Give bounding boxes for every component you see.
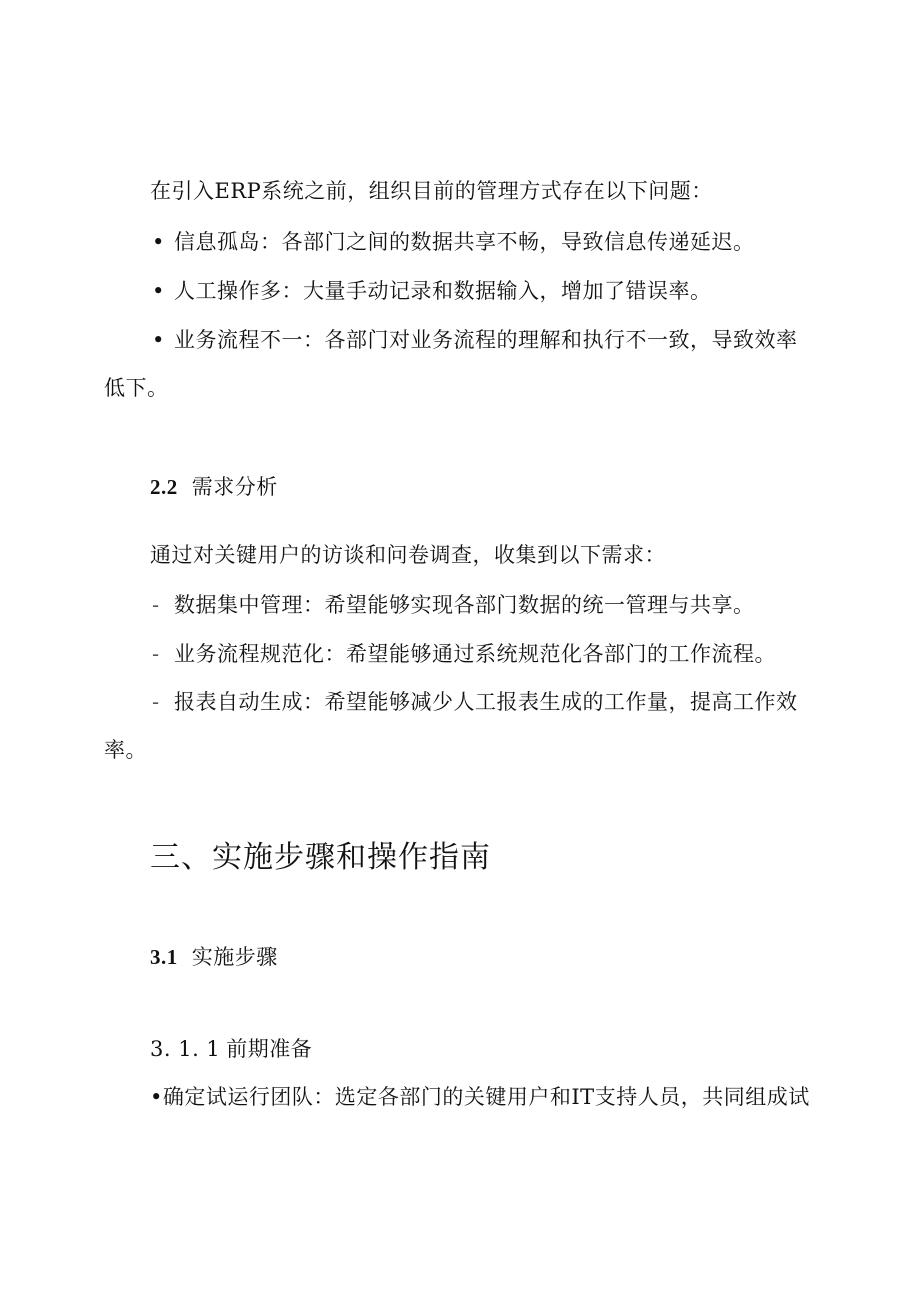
section-title: 实施步骤 [191, 945, 278, 969]
bullet-icon: • [152, 328, 165, 352]
list-item-text: 数据集中管理：希望能够实现各部门数据的统一管理与共享。 [174, 593, 755, 617]
list-item [152, 591, 755, 619]
list-item-text: 信息孤岛：各部门之间的数据共享不畅，导致信息传递延迟。 [174, 230, 755, 254]
subsection-number: 3. 1. 1 [150, 1037, 221, 1061]
list-item-text: 业务流程不一：各部门对业务流程的理解和执行不一致，导致效率 [174, 328, 798, 352]
list-item-continuation: 率。 [104, 738, 147, 762]
intro-lead: 在引入ERP系统之前，组织目前的管理方式存在以下问题： [150, 179, 713, 203]
dash-icon: - [152, 690, 160, 714]
list-item [152, 326, 798, 354]
list-item-text: 业务流程规范化：希望能够通过系统规范化各部门的工作流程。 [174, 642, 776, 666]
bullet-icon: • [152, 279, 165, 303]
list-item-text: 报表自动生成：希望能够减少人工报表生成的工作量，提高工作效 [174, 690, 798, 714]
section-lead: 通过对关键用户的访谈和问卷调查，收集到以下需求： [150, 543, 666, 567]
list-item [150, 1083, 810, 1111]
dash-icon: - [152, 642, 160, 666]
bullet-icon: • [152, 230, 165, 254]
list-item [152, 228, 755, 256]
section-number: 3.1 [150, 945, 178, 969]
dash-icon: - [152, 593, 160, 617]
subsection-heading [150, 1035, 312, 1063]
list-item [152, 277, 712, 305]
list-item [152, 640, 776, 668]
list-item-text: 人工操作多：大量手动记录和数据输入，增加了错误率。 [174, 279, 712, 303]
bullet-icon: • [150, 1085, 163, 1109]
list-item [152, 688, 798, 716]
list-item-text: 确定试运行团队：选定各部门的关键用户和IT支持人员，共同组成试 [162, 1085, 810, 1109]
list-item-continuation: 低下。 [104, 376, 169, 400]
section-heading [150, 473, 278, 501]
subsection-title: 前期准备 [226, 1037, 313, 1061]
section-heading [150, 943, 278, 971]
chapter-title: 三、实施步骤和操作指南 [150, 840, 491, 875]
section-number: 2.2 [150, 475, 178, 499]
section-title: 需求分析 [191, 475, 278, 499]
